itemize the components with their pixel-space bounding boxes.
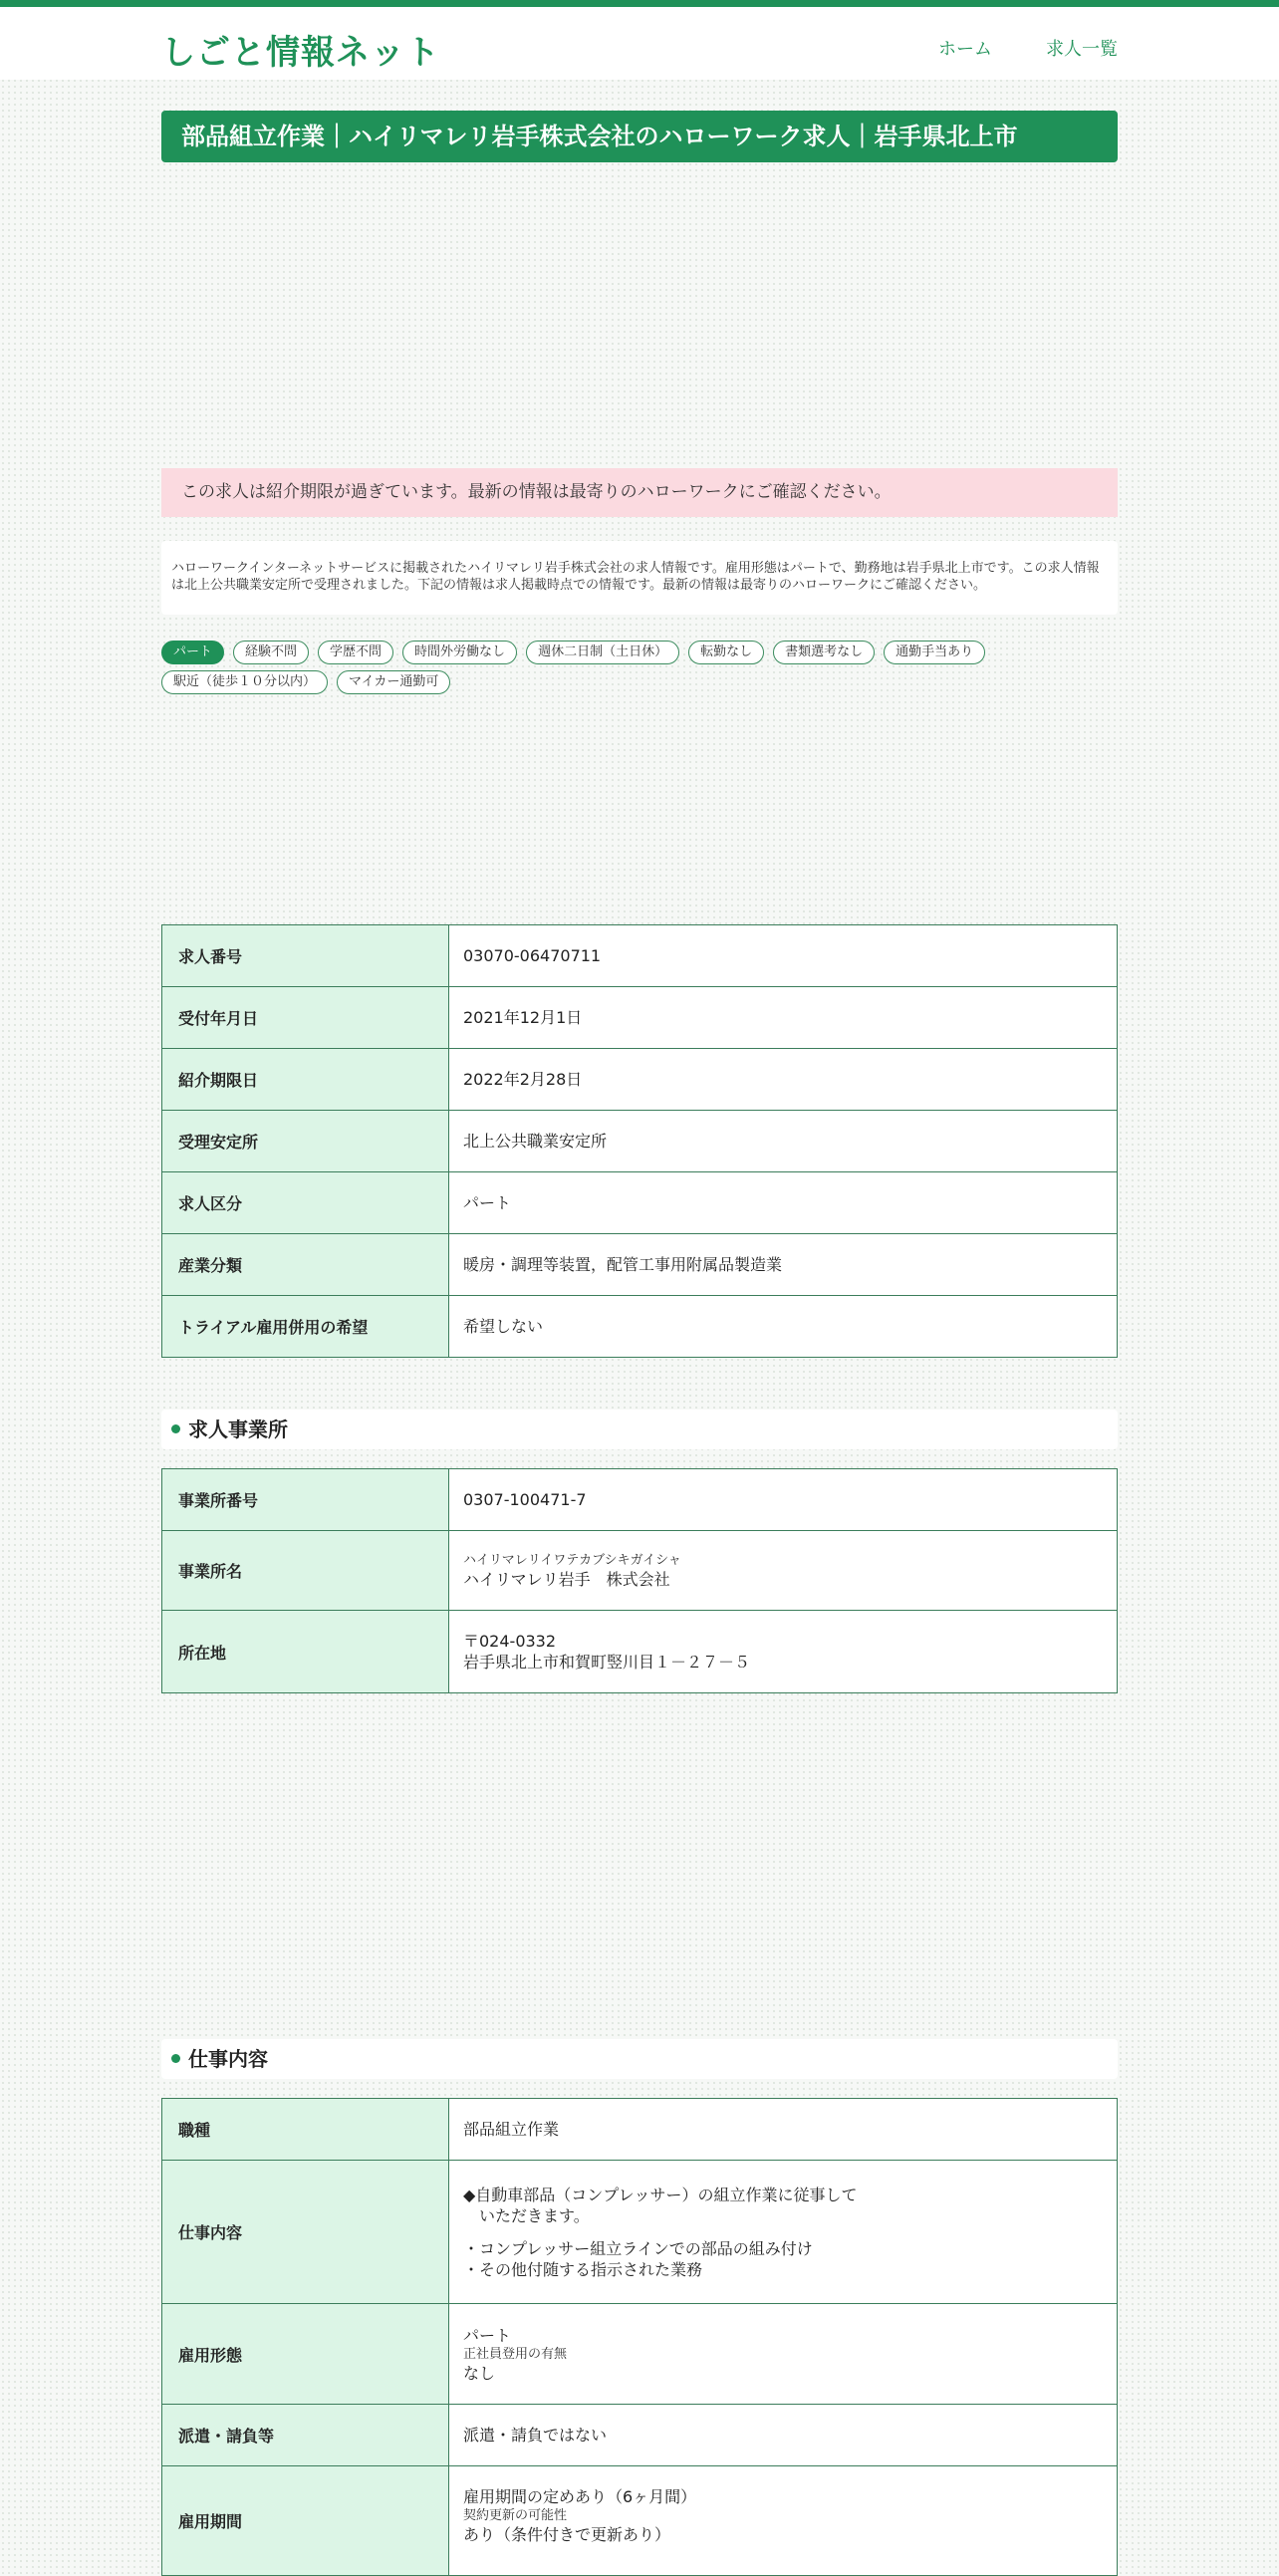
period-value: 雇用期間の定めあり（6ヶ月間） xyxy=(463,2487,697,2506)
job-description-summary: ハローワークインターネットサービスに掲載されたハイリマレリ岩手株式会社の求人情報です。雇用形態はパートで、勤務地は岩手県北上市です。この求人情報は北上公共職業安定所で受理されました。下記の情報は求人掲載時点での情報です。最新の情報は最寄りのハローワークにご確認ください。 xyxy=(161,541,1118,615)
employer-name: ハイリマレリ岩手 株式会社 xyxy=(463,1569,670,1589)
row-label: 雇用形態 xyxy=(162,2304,449,2405)
section-heading-text: 仕事内容 xyxy=(188,2047,268,2071)
main-nav xyxy=(938,35,1118,61)
industry-value: 暖房・調理等装置，配管工事用附属品製造業 xyxy=(449,1234,1118,1296)
table-row xyxy=(162,1172,1118,1234)
row-label: 事業所名 xyxy=(162,1531,449,1611)
address-cell xyxy=(449,1611,1118,1693)
row-label: 所在地 xyxy=(162,1611,449,1693)
tag-part-time: パート xyxy=(161,641,224,664)
regular-employment-value: なし xyxy=(463,2363,496,2383)
content-line: ・その他付随する指示された業務 xyxy=(463,2259,703,2279)
tag-no-experience: 経験不問 xyxy=(233,641,309,664)
tag-no-transfer: 転勤なし xyxy=(688,641,764,664)
row-label: 受理安定所 xyxy=(162,1111,449,1172)
row-label: 産業分類 xyxy=(162,1234,449,1296)
feature-tags xyxy=(161,641,1118,694)
work-section-heading xyxy=(161,2039,1118,2079)
deadline-value: 2022年2月28日 xyxy=(449,1049,1118,1111)
office-value: 北上公共職業安定所 xyxy=(449,1111,1118,1172)
employer-name-kana: ハイリマレリイワテカブシキガイシャ xyxy=(463,1552,681,1568)
content-spacer xyxy=(463,2226,1117,2238)
row-label: 受付年月日 xyxy=(162,987,449,1049)
tag-commute-allowance: 通勤手当あり xyxy=(884,641,985,664)
received-date-value: 2021年12月1日 xyxy=(449,987,1118,1049)
employer-name-cell xyxy=(449,1531,1118,1611)
table-row xyxy=(162,2405,1118,2466)
dispatch-value: 派遣・請負ではない xyxy=(449,2405,1118,2466)
basic-info-table xyxy=(161,924,1118,1358)
site-header xyxy=(0,7,1279,80)
table-row xyxy=(162,1469,1118,1531)
employer-section-heading xyxy=(161,1410,1118,1449)
row-label: 求人番号 xyxy=(162,925,449,987)
postal-code: 〒024-0332 xyxy=(463,1632,557,1651)
table-row xyxy=(162,2304,1118,2405)
top-accent-bar xyxy=(0,0,1279,7)
table-row xyxy=(162,2466,1118,2576)
address-value: 岩手県北上市和賀町竪川目１－２７－５ xyxy=(463,1653,751,1672)
row-label: 求人区分 xyxy=(162,1172,449,1234)
tag-no-document-screening: 書類選考なし xyxy=(773,641,875,664)
employment-cell xyxy=(449,2304,1118,2405)
row-label: 雇用期間 xyxy=(162,2466,449,2576)
employment-value: パート xyxy=(463,2325,512,2345)
tag-near-station: 駅近（徒歩１０分以内） xyxy=(161,670,328,694)
nav-job-list-link[interactable]: 求人一覧 xyxy=(1046,39,1118,60)
table-row xyxy=(162,1531,1118,1611)
table-row xyxy=(162,987,1118,1049)
renewal-value: あり（条件付きで更新あり） xyxy=(463,2525,671,2544)
row-label: 派遣・請負等 xyxy=(162,2405,449,2466)
table-row xyxy=(162,925,1118,987)
employer-table xyxy=(161,1468,1118,1693)
table-row xyxy=(162,1611,1118,1693)
content-line: いただきます。 xyxy=(463,2205,590,2225)
row-label: トライアル雇用併用の希望 xyxy=(162,1296,449,1358)
content-line: ◆自動車部品（コンプレッサー）の組立作業に従事して xyxy=(463,2185,858,2204)
tag-no-overtime: 時間外労働なし xyxy=(402,641,517,664)
content-line: ・コンプレッサー組立ラインでの部品の組み付け xyxy=(463,2238,813,2258)
bullet-icon xyxy=(171,1424,180,1433)
bullet-icon xyxy=(171,2054,180,2063)
category-value: パート xyxy=(449,1172,1118,1234)
job-number-value: 03070-06470711 xyxy=(449,925,1118,987)
employment-period-cell xyxy=(449,2466,1118,2576)
site-logo[interactable]: しごと情報ネット xyxy=(161,33,440,73)
table-row xyxy=(162,2161,1118,2304)
page-title: 部品組立作業｜ハイリマレリ岩手株式会社のハローワーク求人｜岩手県北上市 xyxy=(161,111,1118,162)
table-row xyxy=(162,1296,1118,1358)
job-title-value: 部品組立作業 xyxy=(449,2099,1118,2161)
employer-number-value: 0307-100471-7 xyxy=(449,1469,1118,1531)
table-row xyxy=(162,2099,1118,2161)
table-row xyxy=(162,1049,1118,1111)
tag-two-day-weekend: 週休二日制（土日休） xyxy=(526,641,679,664)
renewal-sublabel: 契約更新の可能性 xyxy=(463,2508,568,2523)
table-row xyxy=(162,1111,1118,1172)
trial-value: 希望しない xyxy=(449,1296,1118,1358)
row-label: 事業所番号 xyxy=(162,1469,449,1531)
expired-notice: この求人は紹介期限が過ぎています。最新の情報は最寄りのハローワークにご確認ください。 xyxy=(161,468,1118,517)
table-row xyxy=(162,1234,1118,1296)
regular-employment-sublabel: 正社員登用の有無 xyxy=(463,2346,568,2362)
nav-home-link[interactable]: ホーム xyxy=(938,39,992,60)
tag-no-education: 学歴不問 xyxy=(318,641,393,664)
tag-car-commute: マイカー通勤可 xyxy=(337,670,450,694)
work-table xyxy=(161,2098,1118,2576)
row-label: 仕事内容 xyxy=(162,2161,449,2304)
row-label: 職種 xyxy=(162,2099,449,2161)
job-content-cell xyxy=(449,2161,1118,2304)
row-label: 紹介期限日 xyxy=(162,1049,449,1111)
section-heading-text: 求人事業所 xyxy=(188,1417,288,1441)
